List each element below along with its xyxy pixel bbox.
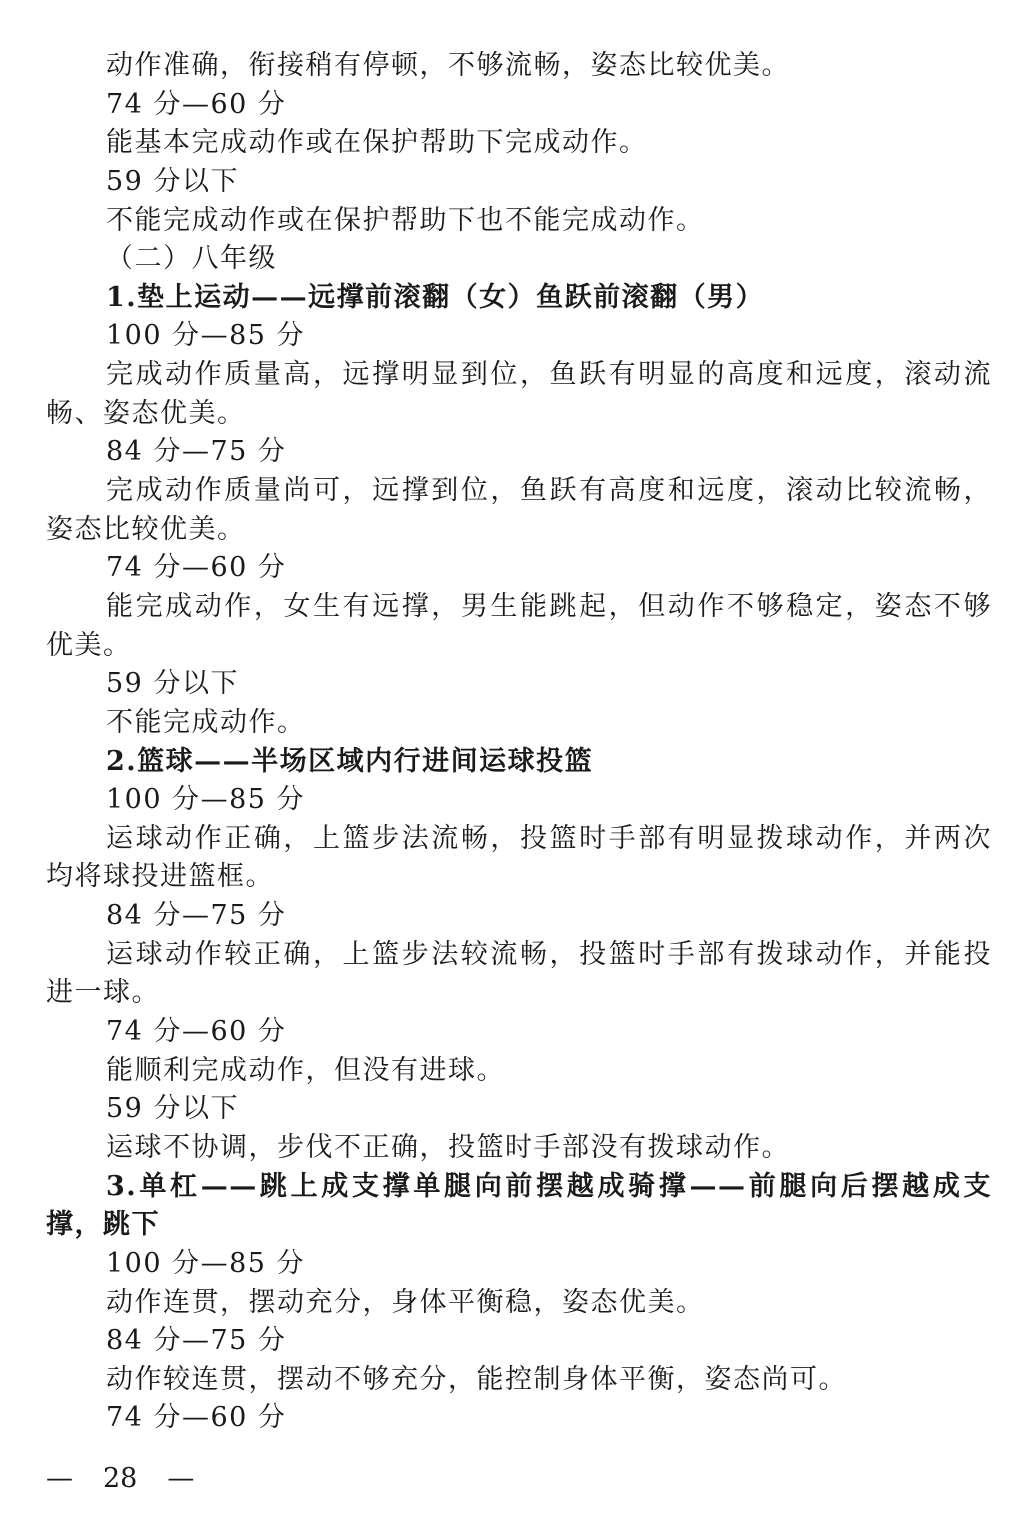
text-line: 能基本完成动作或在保护帮助下完成动作。: [106, 127, 648, 159]
text-line: 3.单杠——跳上成支撑单腿向前摆越成骑撑——前腿向后摆越成支: [106, 1170, 992, 1202]
text-line: 74 分—60 分: [106, 1016, 287, 1048]
text-line: 不能完成动作或在保护帮助下也不能完成动作。: [106, 204, 705, 236]
text-line: 100 分—85 分: [106, 784, 306, 816]
text-line: 进一球。: [46, 977, 160, 1009]
text-line: 动作连贯，摆动充分，身体平衡稳，姿态优美。: [106, 1286, 705, 1318]
text-line: 能完成动作，女生有远撑，男生能跳起，但动作不够稳定，姿态不够: [106, 590, 992, 622]
text-line: 均将球投进篮框。: [46, 861, 274, 893]
text-line: 运球不协调，步伐不正确，投篮时手部没有拨球动作。: [106, 1131, 790, 1163]
text-line: 优美。: [46, 629, 132, 661]
text-line: 动作较连贯，摆动不够充分，能控制身体平衡，姿态尚可。: [106, 1363, 847, 1395]
text-line: 完成动作质量高，远撑明显到位，鱼跃有明显的高度和远度，滚动流: [106, 359, 992, 391]
text-line: 74 分—60 分: [106, 1402, 287, 1434]
text-line: 不能完成动作。: [106, 706, 306, 738]
text-line: 100 分—85 分: [106, 320, 306, 352]
text-line: 59 分以下: [106, 1093, 239, 1125]
text-line: 能顺利完成动作，但没有进球。: [106, 1054, 505, 1086]
text-line: 84 分—75 分: [106, 900, 287, 932]
page-body: [46, 47, 992, 1438]
text-line: 84 分—75 分: [106, 1325, 287, 1357]
text-line: 74 分—60 分: [106, 88, 287, 120]
text-line: 运球动作正确，上篮步法流畅，投篮时手部有明显拨球动作，并两次: [106, 822, 992, 854]
text-line: 姿态比较优美。: [46, 513, 246, 545]
text-line: 完成动作质量尚可，远撑到位，鱼跃有高度和远度，滚动比较流畅，: [106, 475, 992, 507]
text-line: 1.垫上运动——远撑前滚翻（女）鱼跃前滚翻（男）: [106, 281, 765, 313]
page-footer: [46, 1460, 194, 1498]
text-line: 59 分以下: [106, 668, 239, 700]
text-line: 59 分以下: [106, 165, 239, 197]
text-line: 74 分—60 分: [106, 552, 287, 584]
text-line: 2.篮球——半场区域内行进间运球投篮: [106, 745, 594, 777]
text-line: 畅、姿态优美。: [46, 397, 246, 429]
text-line: 撑，跳下: [46, 1209, 160, 1241]
text-line: 100 分—85 分: [106, 1247, 306, 1279]
text-line: 84 分—75 分: [106, 436, 287, 468]
text-line: 运球动作较正确，上篮步法较流畅，投篮时手部有拨球动作，并能投: [106, 938, 992, 970]
text-line: 动作准确，衔接稍有停顿，不够流畅，姿态比较优美。: [106, 50, 790, 81]
footer-left-dash: —: [46, 1463, 73, 1494]
page-number: 28: [103, 1463, 138, 1494]
footer-right-dash: —: [167, 1463, 195, 1494]
text-line: （二）八年级: [106, 243, 277, 275]
